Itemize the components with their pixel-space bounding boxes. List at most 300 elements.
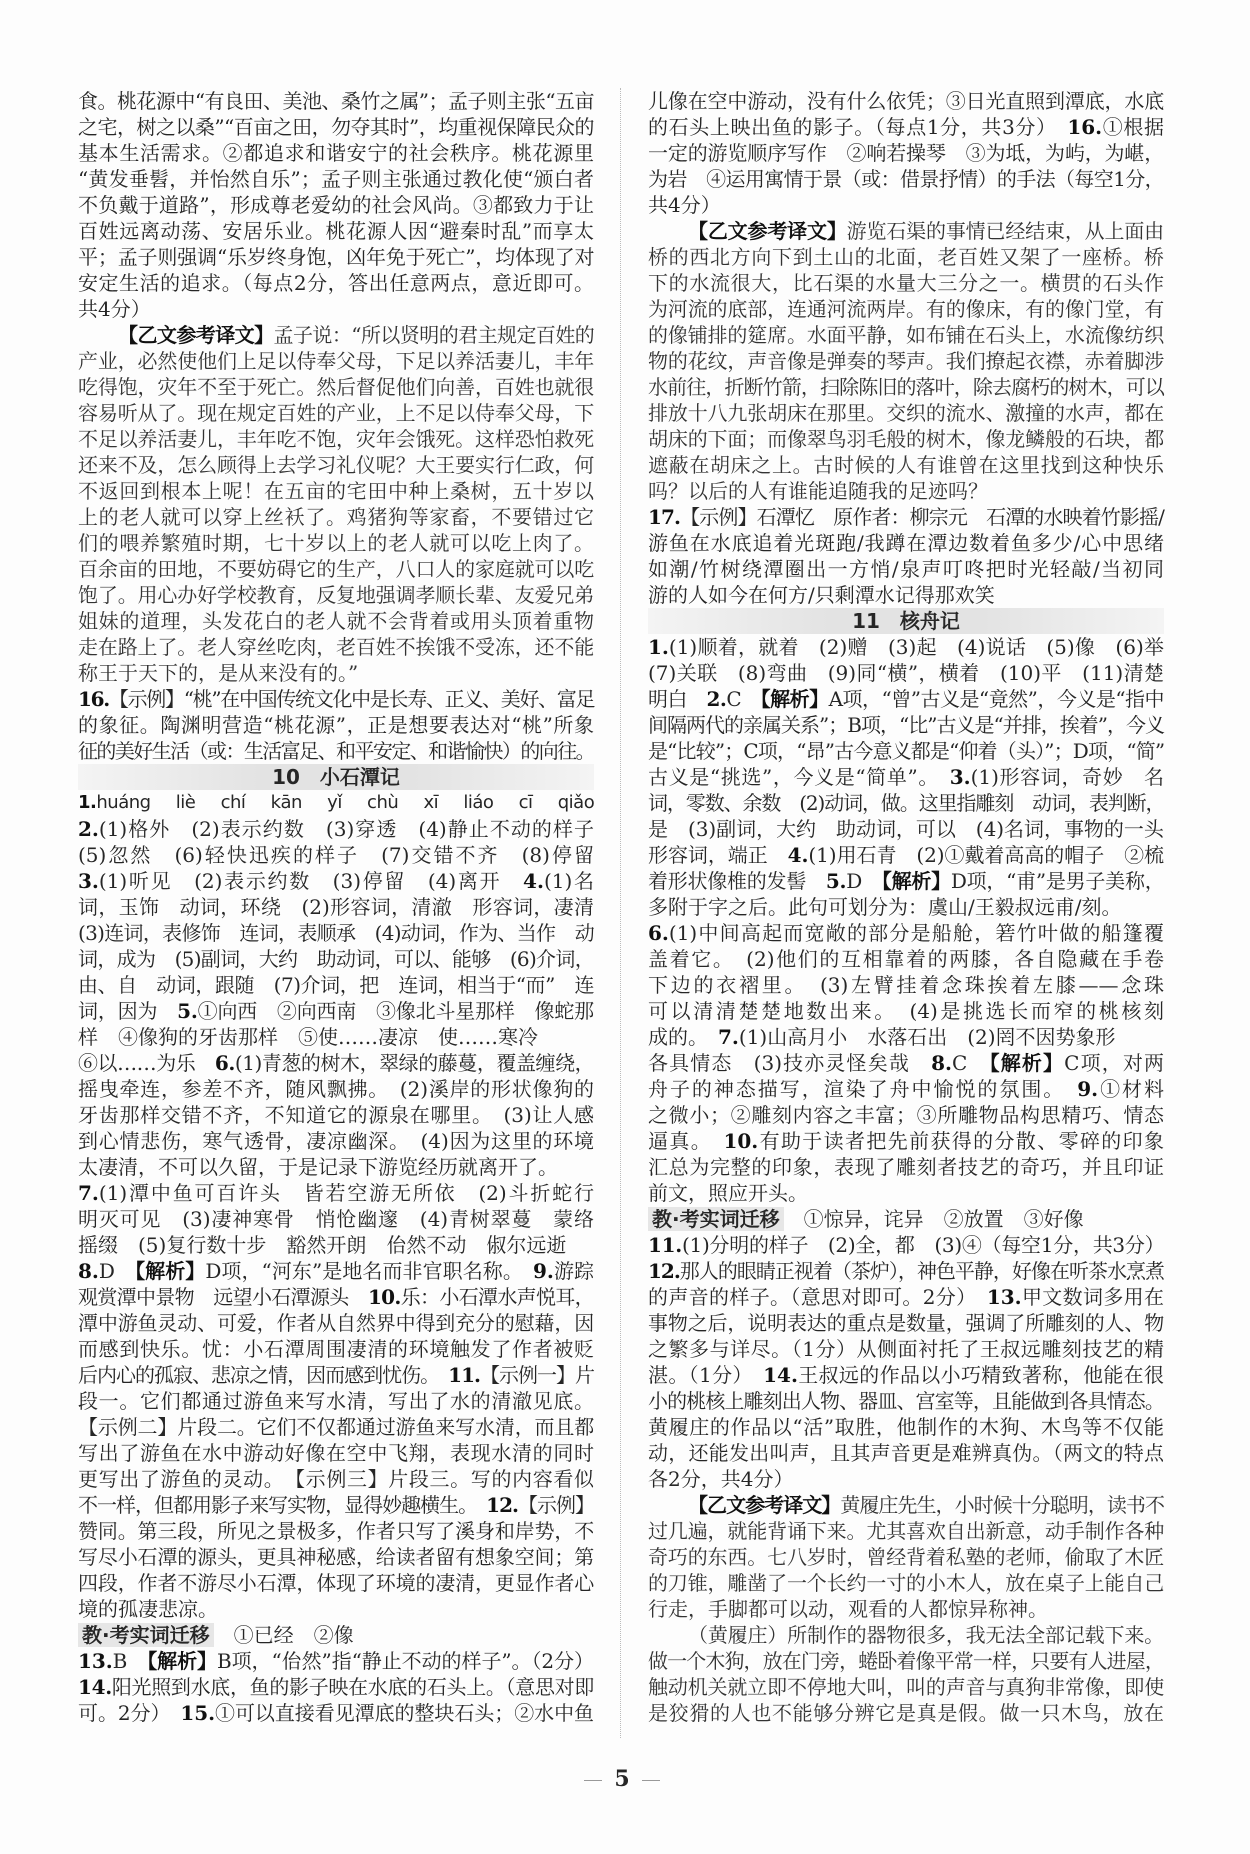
text-run: (5)忽然 (6)轻快迅疾的样子 (7)交错不齐 (8)停留 [78, 843, 594, 867]
text-run: (1)用石青 (2)①戴着高高的帽子 ②梳 [808, 843, 1164, 867]
text-run: ①可以直接看见潭底的整块石头；②水中鱼 [215, 1701, 594, 1725]
text-line [648, 686, 1164, 712]
bold-marker: 【乙文参考译文】 [118, 323, 274, 347]
bold-marker: 【解析】 [881, 869, 951, 893]
text-run: ①惊异，诧异 ②放置 ③好像 [783, 1207, 1084, 1231]
text-line [78, 296, 594, 322]
text-line [78, 322, 594, 348]
text-run: D [846, 869, 882, 893]
text-line [648, 1544, 1164, 1570]
answer-paragraph [78, 1622, 594, 1648]
text-run: ①向西 ②向西南 ③像北斗星那样 像蛇那 [197, 999, 594, 1023]
text-line [648, 1336, 1164, 1362]
text-line [78, 114, 594, 140]
text-line [648, 946, 1164, 972]
text-run: 汇总为完整的印象，表现了雕刻者技艺的奇巧，并且印证 [648, 1155, 1164, 1179]
left-column [78, 88, 594, 1726]
text-run: 孟子说：“所以贤明的君主规定百姓的 [273, 323, 595, 347]
bold-marker: 4. [523, 869, 544, 893]
text-line [648, 1284, 1164, 1310]
text-run: 基本生活需求。②都追求和谐安宁的社会秩序。桃花源里 [78, 141, 594, 165]
text-line [648, 972, 1164, 998]
text-run: 产业，必然使他们上足以侍奉父母，下足以养活妻儿，丰年 [78, 349, 595, 373]
text-run: 到心情悲伤，寒气透骨，凄凉幽深。 (4)因为这里的环境 [78, 1129, 594, 1153]
bold-marker: 12. [648, 1259, 680, 1283]
text-run: 太凄清，不可以久留，于是记录下游览经历就离开了。 [78, 1155, 558, 1179]
text-run: 事物之后，说明表达的重点是数量，强调了所雕刻的人、物 [648, 1311, 1165, 1335]
text-run: 多附于字之后。此句可划分为：虞山/王毅叔远甫/刻。 [648, 895, 1122, 919]
bold-marker: 2. [78, 817, 99, 841]
bold-marker: 【乙文参考译文】 [688, 1493, 841, 1517]
text-run: 共4分） [78, 297, 151, 321]
right-column [648, 88, 1164, 1726]
text-run: 有助于读者把先前获得的分散、零碎的印象 [758, 1129, 1165, 1153]
text-run: 【示例一】片 [479, 1363, 594, 1387]
text-line [648, 192, 1164, 218]
text-line [78, 842, 594, 868]
text-run: 百姓远离动荡、安居乐业。桃花源人因“避秦时乱”而享太 [78, 219, 594, 243]
section-tag: 教·考实词迁移 [78, 1623, 214, 1647]
text-run: 更写出了游鱼的灵动。 【示例三】片段三。写的内容看似 [78, 1467, 594, 1491]
answer-paragraph [78, 1648, 594, 1674]
text-line [78, 218, 594, 244]
bold-marker: 15. [180, 1701, 215, 1725]
text-line [78, 1024, 594, 1050]
text-line [78, 712, 594, 738]
text-run: 之宅，树之以桑”“百亩之田，勿夺其时”，均重视保障民众的 [78, 115, 594, 139]
text-line [648, 400, 1164, 426]
text-line [78, 1232, 594, 1258]
text-run: 舟子的神态描写，渲染了舟中愉悦的氛围。 [648, 1077, 1078, 1101]
text-run: “黄发垂髫，并怡然自乐”；孟子则主张通过教化使“颁白者 [78, 167, 594, 191]
text-run: 【示例】 [517, 1493, 594, 1517]
text-line [78, 1440, 594, 1466]
text-line [648, 1154, 1164, 1180]
text-line [648, 504, 1164, 530]
text-line [648, 1050, 1164, 1076]
text-run: 上的老人就可以穿上丝袄了。鸡猪狗等家畜，不要错过它 [78, 505, 594, 529]
text-run: 前文，照应开头。 [648, 1181, 808, 1205]
text-run: 境的孤凄悲凉。 [78, 1597, 218, 1621]
text-run: 游踪 [553, 1259, 595, 1283]
text-line [648, 1206, 1164, 1232]
text-run: 成的。 [648, 1025, 718, 1049]
text-line [648, 1570, 1164, 1596]
text-run: 是狡猾的人也不能够分辨它是真是假。做一只木鸟，放在 [648, 1701, 1164, 1725]
bold-marker: 10. [367, 1285, 401, 1309]
text-run: 阳光照到水底，鱼的影子映在水底的石头上。（意思对即 [111, 1675, 594, 1699]
bold-marker: 16. [1067, 115, 1103, 139]
text-line [648, 660, 1164, 686]
text-run: 逼真。 [648, 1129, 724, 1153]
answer-paragraph [78, 790, 594, 816]
answer-paragraph [78, 1180, 594, 1258]
text-line [78, 1102, 594, 1128]
text-run: 安定生活的追求。（每点2分，答出任意两点，意近即可。 [78, 271, 594, 295]
text-run: 黄履庄先生，小时候十分聪明，读书不 [840, 1493, 1165, 1517]
text-run: 摇缀 (5)复行数十步 豁然开朗 佁然不动 俶尔远逝 [78, 1233, 567, 1257]
text-run: 姐妹的道理，头发花白的老人就不会背着或用头顶着重物 [78, 609, 594, 633]
text-line [78, 1310, 594, 1336]
text-run: 词，零数、余数 (2)动词，做。这里指雕刻 动词，表判断， [648, 791, 1165, 815]
text-run: 是 (3)副词，大约 助动词，可以 (4)名词，事物的一头 [648, 817, 1164, 841]
text-run: 间隔两代的亲属关系”；B项，“比”古义是“并排，挨着”，今义 [648, 713, 1164, 737]
text-run: 吃得饱，灾年不至于死亡。然后督促他们向善，百姓也就很 [78, 375, 595, 399]
text-line [78, 140, 594, 166]
text-line [648, 218, 1164, 244]
text-run: ⑥以……为乐 [78, 1051, 215, 1075]
text-run: ①已经 ②像 [213, 1623, 354, 1647]
text-run: (1)中间高起而宽敞的部分是船舱，箬竹叶做的船篷覆 [668, 921, 1164, 945]
text-run: 食。桃花源中“有良田、美池、桑竹之属”；孟子则主张“五亩 [78, 89, 594, 113]
text-line [648, 1466, 1164, 1492]
text-run: 可。2分） [78, 1701, 181, 1725]
text-line [78, 1518, 594, 1544]
bold-marker: 7. [78, 1181, 99, 1205]
text-run: (1)顺着，就着 (2)赠 (3)起 (4)说话 (5)像 (6)举 [668, 635, 1164, 659]
page-number: 5 [572, 1766, 672, 1792]
text-line [78, 1050, 594, 1076]
text-line [78, 270, 594, 296]
text-run: 一定的游览顺序写作 ②响若操琴 ③为坻，为屿，为嵁， [648, 141, 1165, 165]
text-line [648, 1310, 1164, 1336]
section-heading: 11 核舟记 [648, 608, 1164, 634]
text-line [648, 426, 1164, 452]
text-line [648, 738, 1164, 764]
bold-marker: 1. [648, 635, 669, 659]
text-line [78, 426, 594, 452]
text-line [78, 1648, 594, 1674]
answer-paragraph [648, 634, 1164, 842]
bold-marker: 【解析】 [989, 1051, 1065, 1075]
text-run: ①材料 [1098, 1077, 1165, 1101]
text-line [78, 1622, 594, 1648]
text-line [78, 1544, 594, 1570]
text-line [648, 1518, 1164, 1544]
text-run: 为河流的底部，连通河流两岸。有的像床，有的像门堂，有 [648, 297, 1165, 321]
text-run: 词，成为 (5)副词，大约 助动词，可以、能够 (6)介词， [78, 947, 594, 971]
text-run: 黄履庄的作品以“活”取胜，他制作的木狗、木鸟等不仅能 [648, 1415, 1164, 1439]
text-line [78, 998, 594, 1024]
bold-marker: 【乙文参考译文】 [688, 219, 847, 243]
text-run: 形容词，端正 [648, 843, 788, 867]
text-line [648, 1388, 1164, 1414]
text-line [648, 478, 1164, 504]
text-run: (1)格外 (2)表示约数 (3)穿透 (4)静止不动的样子 [98, 817, 594, 841]
text-line [78, 244, 594, 270]
text-run: 【示例】“桃”在中国传统文化中是长寿、正义、美好、富足 [108, 687, 595, 711]
bold-marker: 6. [214, 1051, 235, 1075]
text-run: D [98, 1259, 136, 1283]
text-run: 那人的眼睛正视着（茶炉），神色平静，好像在听茶水烹煮 [679, 1259, 1164, 1283]
text-line [78, 1700, 594, 1726]
text-run: 动，还能发出叫声，且其声音更是难辨真伪。（两文的特点 [648, 1441, 1164, 1465]
text-run: 四段，作者不游尽小石潭，体现了环境的凄清，更显作者心 [78, 1571, 595, 1595]
text-run: C项，对两 [1064, 1051, 1164, 1075]
bold-marker: 17. [648, 505, 681, 529]
text-line [648, 530, 1164, 556]
translation-paragraph [648, 218, 1164, 504]
text-line [78, 374, 594, 400]
text-line [78, 920, 594, 946]
text-line [648, 894, 1164, 920]
text-line [648, 1492, 1164, 1518]
section-tag: 教·考实词迁移 [648, 1207, 784, 1231]
text-run: 不返回到根本上呢！在五亩的宅田中种上桑树，五十岁以 [78, 479, 594, 503]
text-line [78, 1414, 594, 1440]
text-line [648, 1362, 1164, 1388]
text-run: 古义是“挑选”，今义是“简单”。 [648, 765, 950, 789]
bold-marker: 13. [78, 1649, 113, 1673]
text-run: 儿像在空中游动，没有什么依凭；③日光直照到潭底，水底 [648, 89, 1165, 113]
text-line [648, 270, 1164, 296]
text-run: 征的美好生活（或：生活富足、和平安定、和谐愉快）的向往。 [78, 739, 595, 763]
text-line [648, 1180, 1164, 1206]
text-run: 不负戴于道路”，形成尊老爱幼的社会风尚。③都致力于让 [78, 193, 594, 217]
text-line [78, 1284, 594, 1310]
text-line [648, 1076, 1164, 1102]
text-run: 【示例二】片段二。它们不仅都通过游鱼来写水清，而且都 [78, 1415, 595, 1439]
text-line [78, 972, 594, 998]
text-line [78, 1492, 594, 1518]
text-run: 容易听从了。现在规定百姓的产业，上不足以侍奉父母，下 [78, 401, 595, 425]
text-line [78, 348, 594, 374]
bold-marker: 5. [177, 999, 198, 1023]
text-run: C [952, 1051, 990, 1075]
text-run: 盖着它。 (2)他们的互相靠着的两膝，各自隐藏在手卷 [648, 947, 1164, 971]
text-run: 桥的西北方向下到土山的北面，老百姓又架了一座桥。桥 [648, 245, 1164, 269]
bold-marker: 13. [986, 1285, 1022, 1309]
text-run: 游鱼在水底追着光斑跑/我蹲在潭边数着鱼多少/心中思绪 [648, 531, 1164, 555]
text-line [78, 660, 594, 686]
text-run: 还来不及，怎么顾得上去学习礼仪呢？大王要实行仁政，何 [78, 453, 595, 477]
bold-marker: 8. [931, 1051, 952, 1075]
text-line [78, 894, 594, 920]
text-run: 的象征。陶渊明营造“桃花源”，正是想要表达对“桃”所象 [78, 713, 594, 737]
text-run: 小的桃核上雕刻出人物、器皿、宫室等，且能做到各具情态。 [648, 1389, 1164, 1413]
translation-paragraph [648, 1492, 1164, 1622]
text-line [648, 816, 1164, 842]
text-run: 如潮/竹树绕潭圈出一方悄/泉声叮咚把时光轻敲/当初同 [648, 557, 1164, 581]
text-run: 胡床的下面；而像翠鸟羽毛般的树木，像龙鳞般的石块，都 [648, 427, 1165, 451]
text-run: 摇曳牵连，参差不齐，随风飘拂。 (2)溪岸的形状像狗的 [78, 1077, 594, 1101]
text-run: (1)青葱的树木，翠绿的藤蔓，覆盖缠绕， [234, 1051, 595, 1075]
text-line [78, 608, 594, 634]
text-run: (1)听见 (2)表示约数 (3)停留 (4)离开 [98, 869, 524, 893]
text-run: 明白 [648, 687, 707, 711]
text-line [78, 1206, 594, 1232]
text-line [648, 296, 1164, 322]
text-run: 百余亩的田地，不要妨碍它的生产，八口人的家庭就可以吃 [78, 557, 595, 581]
bold-marker: 1. [78, 792, 97, 813]
text-run: D项，“甫”是男子美称， [950, 869, 1165, 893]
text-run: 赞同。第三段，所见之景极多，作者只写了溪身和岸势，不 [78, 1519, 595, 1543]
text-run: 词，玉饰 动词，环绕 (2)形容词，清澈 形容词，凄清 [78, 895, 594, 919]
text-run: 触动机关就立即不停地大叫，叫的声音与真狗非常像，即使 [648, 1675, 1165, 1699]
answer-paragraph [78, 868, 594, 1050]
text-run: 走在路上了。老人穿丝吃肉，老百姓不挨饿不受冻，还不能 [78, 635, 595, 659]
text-run: 游的人如今在何方/只剩潭水记得那欢笑 [648, 583, 995, 607]
text-line [648, 582, 1164, 608]
text-line [648, 1674, 1164, 1700]
text-run: 不足以养活妻儿，丰年吃不饱，灾年会饿死。这样恐怕救死 [78, 427, 595, 451]
bold-marker: 【解析】 [147, 1649, 217, 1673]
text-run: 之繁多与详尽。（1分）从侧面衬托了王叔远雕刻技艺的精 [648, 1337, 1164, 1361]
text-line [78, 1180, 594, 1206]
text-run: (1)名 [543, 869, 594, 893]
text-line [78, 946, 594, 972]
text-line [78, 1674, 594, 1700]
text-line [78, 1466, 594, 1492]
text-line [648, 920, 1164, 946]
text-line [78, 530, 594, 556]
bold-marker: 3. [78, 869, 99, 893]
bold-marker: 2. [706, 687, 727, 711]
text-line [648, 1232, 1164, 1258]
text-line [648, 1622, 1164, 1648]
text-line [78, 790, 594, 816]
text-line [78, 816, 594, 842]
text-run: B项，“佁然”指“静止不动的样子”。（2分） [216, 1649, 594, 1673]
bold-marker: 【解析】 [135, 1259, 206, 1283]
text-run: ①根据 [1102, 115, 1164, 139]
answer-paragraph [78, 816, 594, 868]
answer-paragraph [648, 88, 1164, 218]
text-line [648, 348, 1164, 374]
answer-paragraph [78, 1050, 594, 1180]
text-run: 明灭可见 (3)凄神寒骨 悄怆幽邃 (4)青树翠蔓 蒙络 [78, 1207, 594, 1231]
text-line [648, 1648, 1164, 1674]
text-line [648, 998, 1164, 1024]
text-line [78, 1362, 594, 1388]
text-run: (1)分明的样子 (2)全，都 (3)④（每空1分，共3分） [682, 1233, 1165, 1257]
text-line [78, 400, 594, 426]
text-line [648, 634, 1164, 660]
answer-paragraph [648, 504, 1164, 608]
text-run: (1)山高月小 水落石出 (2)罔不因势象形 [738, 1025, 1116, 1049]
text-run: 潭中游鱼灵动、可爱，作者从自然界中得到充分的慰藉，因 [78, 1311, 595, 1335]
text-run: 饱了。用心办好学校教育，反复地强调孝顺长辈、友爱兄弟 [78, 583, 595, 607]
text-run: 乐：小石潭水声悦耳， [400, 1285, 594, 1309]
text-line [648, 374, 1164, 400]
text-run: 共4分） [648, 193, 721, 217]
bold-marker: 9. [1077, 1077, 1099, 1101]
text-line [78, 686, 594, 712]
text-run: 各具情态 (3)技亦灵怪矣哉 [648, 1051, 932, 1075]
bold-marker: 14. [763, 1363, 798, 1387]
text-run: 吗？以后的人有谁能追随我的足迹吗？ [648, 479, 988, 503]
text-line [78, 504, 594, 530]
text-run: 遮蔽在胡床之上。古时候的人有谁曾在这里找到这种快乐 [648, 453, 1164, 477]
text-run: 写尽小石潭的源头，更具神秘感，给读者留有想象空间；第 [78, 1545, 595, 1569]
text-run: B [112, 1649, 148, 1673]
text-line [648, 842, 1164, 868]
text-run: 水前往，折断竹箭，扫除陈旧的落叶，除去腐朽的树木，可以 [648, 375, 1164, 399]
text-run: 着形状像椎的发髻 [648, 869, 826, 893]
answer-paragraph [648, 1232, 1164, 1258]
text-run: 各2分，共4分） [648, 1467, 794, 1491]
text-line [78, 1336, 594, 1362]
text-run: 下的水流很大，比石渠的水量大三分之一。横贯的石头作 [648, 271, 1164, 295]
text-run: 的声音的样子。（意思对即可。2分） [648, 1285, 987, 1309]
text-run: 游览石渠的事情已经结束，从上面由 [846, 219, 1165, 243]
text-run: 平；孟子则强调“乐岁终身饱，凶年免于死亡”，均体现了对 [78, 245, 595, 269]
text-line [78, 1128, 594, 1154]
text-line [648, 452, 1164, 478]
text-line [78, 1258, 594, 1284]
text-run: 由、自 动词，跟随 (7)介词，把 连词，相当于“而” 连 [78, 973, 594, 997]
text-run: 后内心的孤寂、悲凉之情，因而感到忧伤。 [78, 1363, 449, 1387]
text-line [648, 166, 1164, 192]
answer-paragraph [78, 686, 594, 764]
text-run: 湛。（1分） [648, 1363, 764, 1387]
text-line [648, 1700, 1164, 1726]
text-run: 的石头上映出鱼的影子。（每点1分，共3分） [648, 115, 1068, 139]
text-line [78, 478, 594, 504]
text-run: 牙齿那样交错不齐，不知道它的源泉在哪里。 (3)让人感 [78, 1103, 594, 1127]
text-line [648, 1128, 1164, 1154]
translation-paragraph [78, 322, 594, 686]
answer-paragraph [648, 1258, 1164, 1492]
text-run: 物的花纹，声音像是弹奏的琴声。我们撩起衣襟，赤着脚涉 [648, 349, 1165, 373]
bold-marker: 6. [648, 921, 669, 945]
column-divider [620, 88, 621, 1738]
answer-paragraph [648, 1050, 1164, 1206]
text-line [648, 790, 1164, 816]
bold-marker: 7. [718, 1025, 739, 1049]
bold-marker: 16. [78, 687, 109, 711]
text-line [78, 868, 594, 894]
bold-marker: 11. [448, 1363, 480, 1387]
text-line [648, 140, 1164, 166]
text-line [648, 244, 1164, 270]
text-line [648, 1596, 1164, 1622]
bold-marker: 10. [723, 1129, 759, 1153]
text-run: C [726, 687, 761, 711]
text-run: (3)连词，表修饰 连词，表顺承 (4)动词，作为、当作 动 [78, 921, 594, 945]
text-line [78, 1596, 594, 1622]
text-run: D项，“河东”是地名而非官职名称。 [205, 1259, 533, 1283]
text-line [648, 556, 1164, 582]
bold-marker: 4. [787, 843, 809, 867]
text-line [648, 1414, 1164, 1440]
text-line [78, 1154, 594, 1180]
text-run: 奇巧的东西。七八岁时，曾经背着私塾的老师，偷取了木匠 [648, 1545, 1165, 1569]
text-line [648, 1024, 1164, 1050]
bold-marker: 【解析】 [760, 687, 829, 711]
answer-paragraph [78, 1258, 594, 1622]
text-run: 【示例】石潭忆 原作者：柳宗元 石潭的水映着竹影摇/ [680, 505, 1164, 529]
text-line [78, 738, 594, 764]
text-run: 下边的衣褶里。 (3)左臂挂着念珠挨着左膝——念珠 [648, 973, 1164, 997]
text-run: 行走，手脚都可以动，观看的人都惊异称神。 [648, 1597, 1048, 1621]
text-run: 甲文数词多用在 [1021, 1285, 1164, 1309]
text-run: 词，因为 [78, 999, 178, 1023]
text-line [78, 556, 594, 582]
text-line [648, 712, 1164, 738]
answer-paragraph [648, 920, 1164, 1050]
text-line [78, 1570, 594, 1596]
bold-marker: 14. [78, 1675, 112, 1699]
text-run: (1)潭中鱼可百许头 皆若空游无所依 (2)斗折蛇行 [98, 1181, 594, 1205]
text-run: 称王于天下的，是从来没有的。” [78, 661, 359, 685]
text-run: 样 ④像狗的牙齿那样 ⑤使……凄凉 使……寒冷 [78, 1025, 538, 1049]
text-line [78, 192, 594, 218]
text-run: 之微小；②雕刻内容之丰富；③所雕物品构思精巧、情态 [648, 1103, 1164, 1127]
text-line [648, 88, 1164, 114]
text-run: (7)关联 (8)弯曲 (9)同“横”，横着 (10)平 (11)清楚 [648, 661, 1164, 685]
text-run: 观赏潭中景物 远望小石潭源头 [78, 1285, 368, 1309]
